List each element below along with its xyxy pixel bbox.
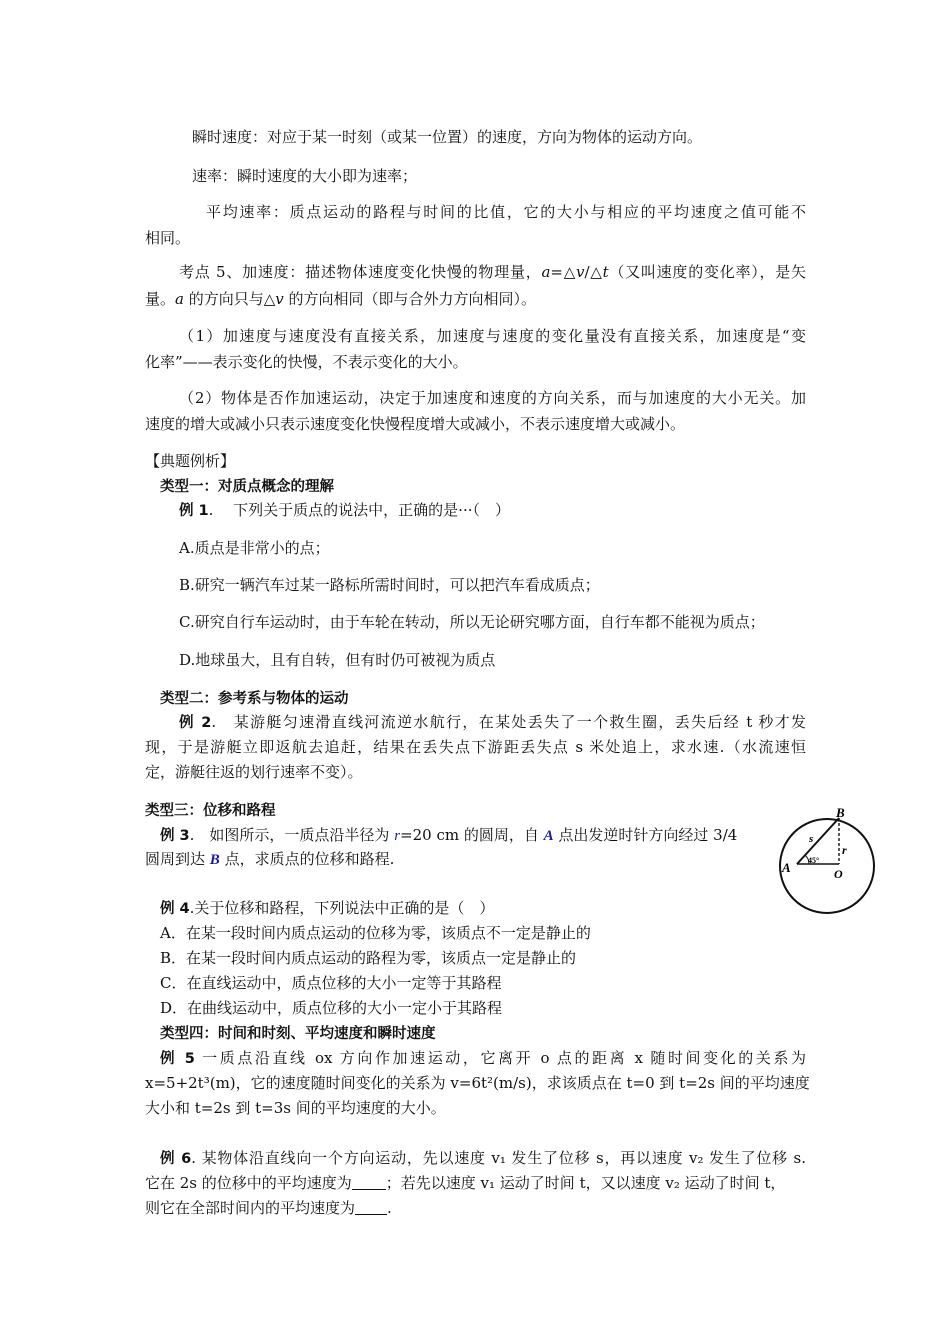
type2-heading: 类型二：参考系与物体的运动 [160, 691, 349, 707]
circle-path [780, 819, 874, 913]
type3-heading: 类型三：位移和路程 [145, 803, 276, 819]
example-6-line1: 例 6. 某物体沿直线向一个方向运动，先以速度 v₁ 发生了位移 s，再以速度 v₂ 发生了位移 s. [160, 1149, 806, 1167]
instant-velocity-definition: 瞬时速度：对应于某一时刻（或某一位置）的速度，方向为物体的运动方向。 [192, 128, 703, 146]
example-6-line3: 则它在全部时间内的平均速度为 . [145, 1199, 392, 1217]
example-1-question: 例 1. 下列关于质点的说法中，正确的是···（ ） [179, 501, 510, 519]
note-1-line2: 化率”——表示变化的快慢，不表示变化的大小。 [145, 353, 468, 371]
example-1-option-d: D.地球虽大，且有自转，但有时仍可被视为质点 [179, 651, 496, 669]
note-1-line1: （1）加速度与速度没有直接关系，加速度与速度的变化量没有直接关系，加速度是“变 [179, 327, 806, 345]
speed-definition: 速率：瞬时速度的大小即为速率； [192, 167, 418, 185]
key-point-5-line2: 量。a 的方向只与△v 的方向相同（即与合外力方向相同）。 [145, 290, 537, 308]
average-speed-definition-line2: 相同。 [145, 229, 191, 247]
type1-heading: 类型一：对质点概念的理解 [160, 479, 334, 495]
example-4-option-c: C．在直线运动中，质点位移的大小一定等于其路程 [160, 974, 502, 992]
example-6-line2: 它在 2s 的位移中的平均速度为 ；若先以速度 v₁ 运动了时间 t，又以速度 v₂ 运动了时间 t， [145, 1174, 786, 1192]
average-speed-definition-line1: 平均速率：质点运动的路程与时间的比值，它的大小与相应的平均速度之值可能不 [206, 203, 806, 221]
example-2-line2: 现，于是游艇立即返航去追赶，结果在丢失点下游距丢失点 s 米处追上，求水速.（水流速恒 [145, 738, 806, 756]
note-2-line2: 速度的增大或减小只表示速度变化快慢程度增大或减小，不表示速度增大或减小。 [145, 415, 686, 433]
example-4-question: 例 4.关于位移和路程，下列说法中正确的是（ ） [160, 899, 495, 917]
example-5-line1: 例 5 一质点沿直线 ox 方向作加速运动，它离开 o 点的距离 x 随时间变化的关系为 [160, 1049, 806, 1067]
answer-blank-1[interactable] [352, 1175, 386, 1190]
label-o: O [834, 867, 843, 881]
note-2-line1: （2）物体是否作加速运动，决定于加速度和速度的方向关系，而与加速度的大小无关。加 [179, 389, 806, 407]
label-r: r [842, 843, 847, 857]
example-5-line2: x=5+2t³(m)，它的速度随时间变化的关系为 v=6t²(m/s)，求该质点在 t=0 到 t=2s 间的平均速度 [145, 1074, 810, 1092]
section-title: 【典题例析】 [145, 452, 236, 470]
label-angle: 45° [808, 856, 820, 865]
example-3-line2: 圆周到达 B 点，求质点的位移和路程. [145, 850, 395, 868]
example-2-line1: 例 2. 某游艇匀速滑直线河流逆水航行，在某处丢失了一个救生圈，丢失后经 t 秒才发 [179, 713, 806, 731]
circle-diagram [778, 804, 890, 916]
example-5-line3: 大小和 t=2s 到 t=3s 间的平均速度的大小。 [145, 1099, 446, 1117]
label-b: B [836, 805, 845, 820]
example-2-line3: 定，游艇往返的划行速率不变）。 [145, 763, 363, 781]
example-4-option-a: A．在某一段时间内质点运动的位移为零，该质点不一定是静止的 [160, 924, 591, 942]
answer-blank-2[interactable] [355, 1200, 387, 1215]
label-s: s [809, 833, 814, 845]
label-a: A [782, 860, 791, 875]
key-point-5-line1: 考点 5、加速度：描述物体速度变化快慢的物理量，a=△v/△t（又叫速度的变化率），是矢 [179, 263, 806, 281]
example-1-option-c: C.研究自行车运动时，由于车轮在转动，所以无论研究哪方面，自行车都不能视为质点； [179, 613, 765, 631]
example-3-line1: 例 3. 如图所示，一质点沿半径为 r=20 cm 的圆周，自 A 点出发逆时针方向经过 3/4 [160, 826, 738, 844]
example-4-option-d: D．在曲线运动中，质点位移的大小一定小于其路程 [160, 999, 503, 1017]
example-1-option-b: B.研究一辆汽车过某一路标所需时间时，可以把汽车看成质点； [179, 576, 600, 594]
type4-heading: 类型四：时间和时刻、平均速度和瞬时速度 [160, 1026, 436, 1042]
example-4-option-b: B．在某一段时间内质点运动的路程为零，该质点一定是静止的 [160, 949, 577, 967]
example-1-option-a: A.质点是非常小的点； [179, 539, 330, 557]
